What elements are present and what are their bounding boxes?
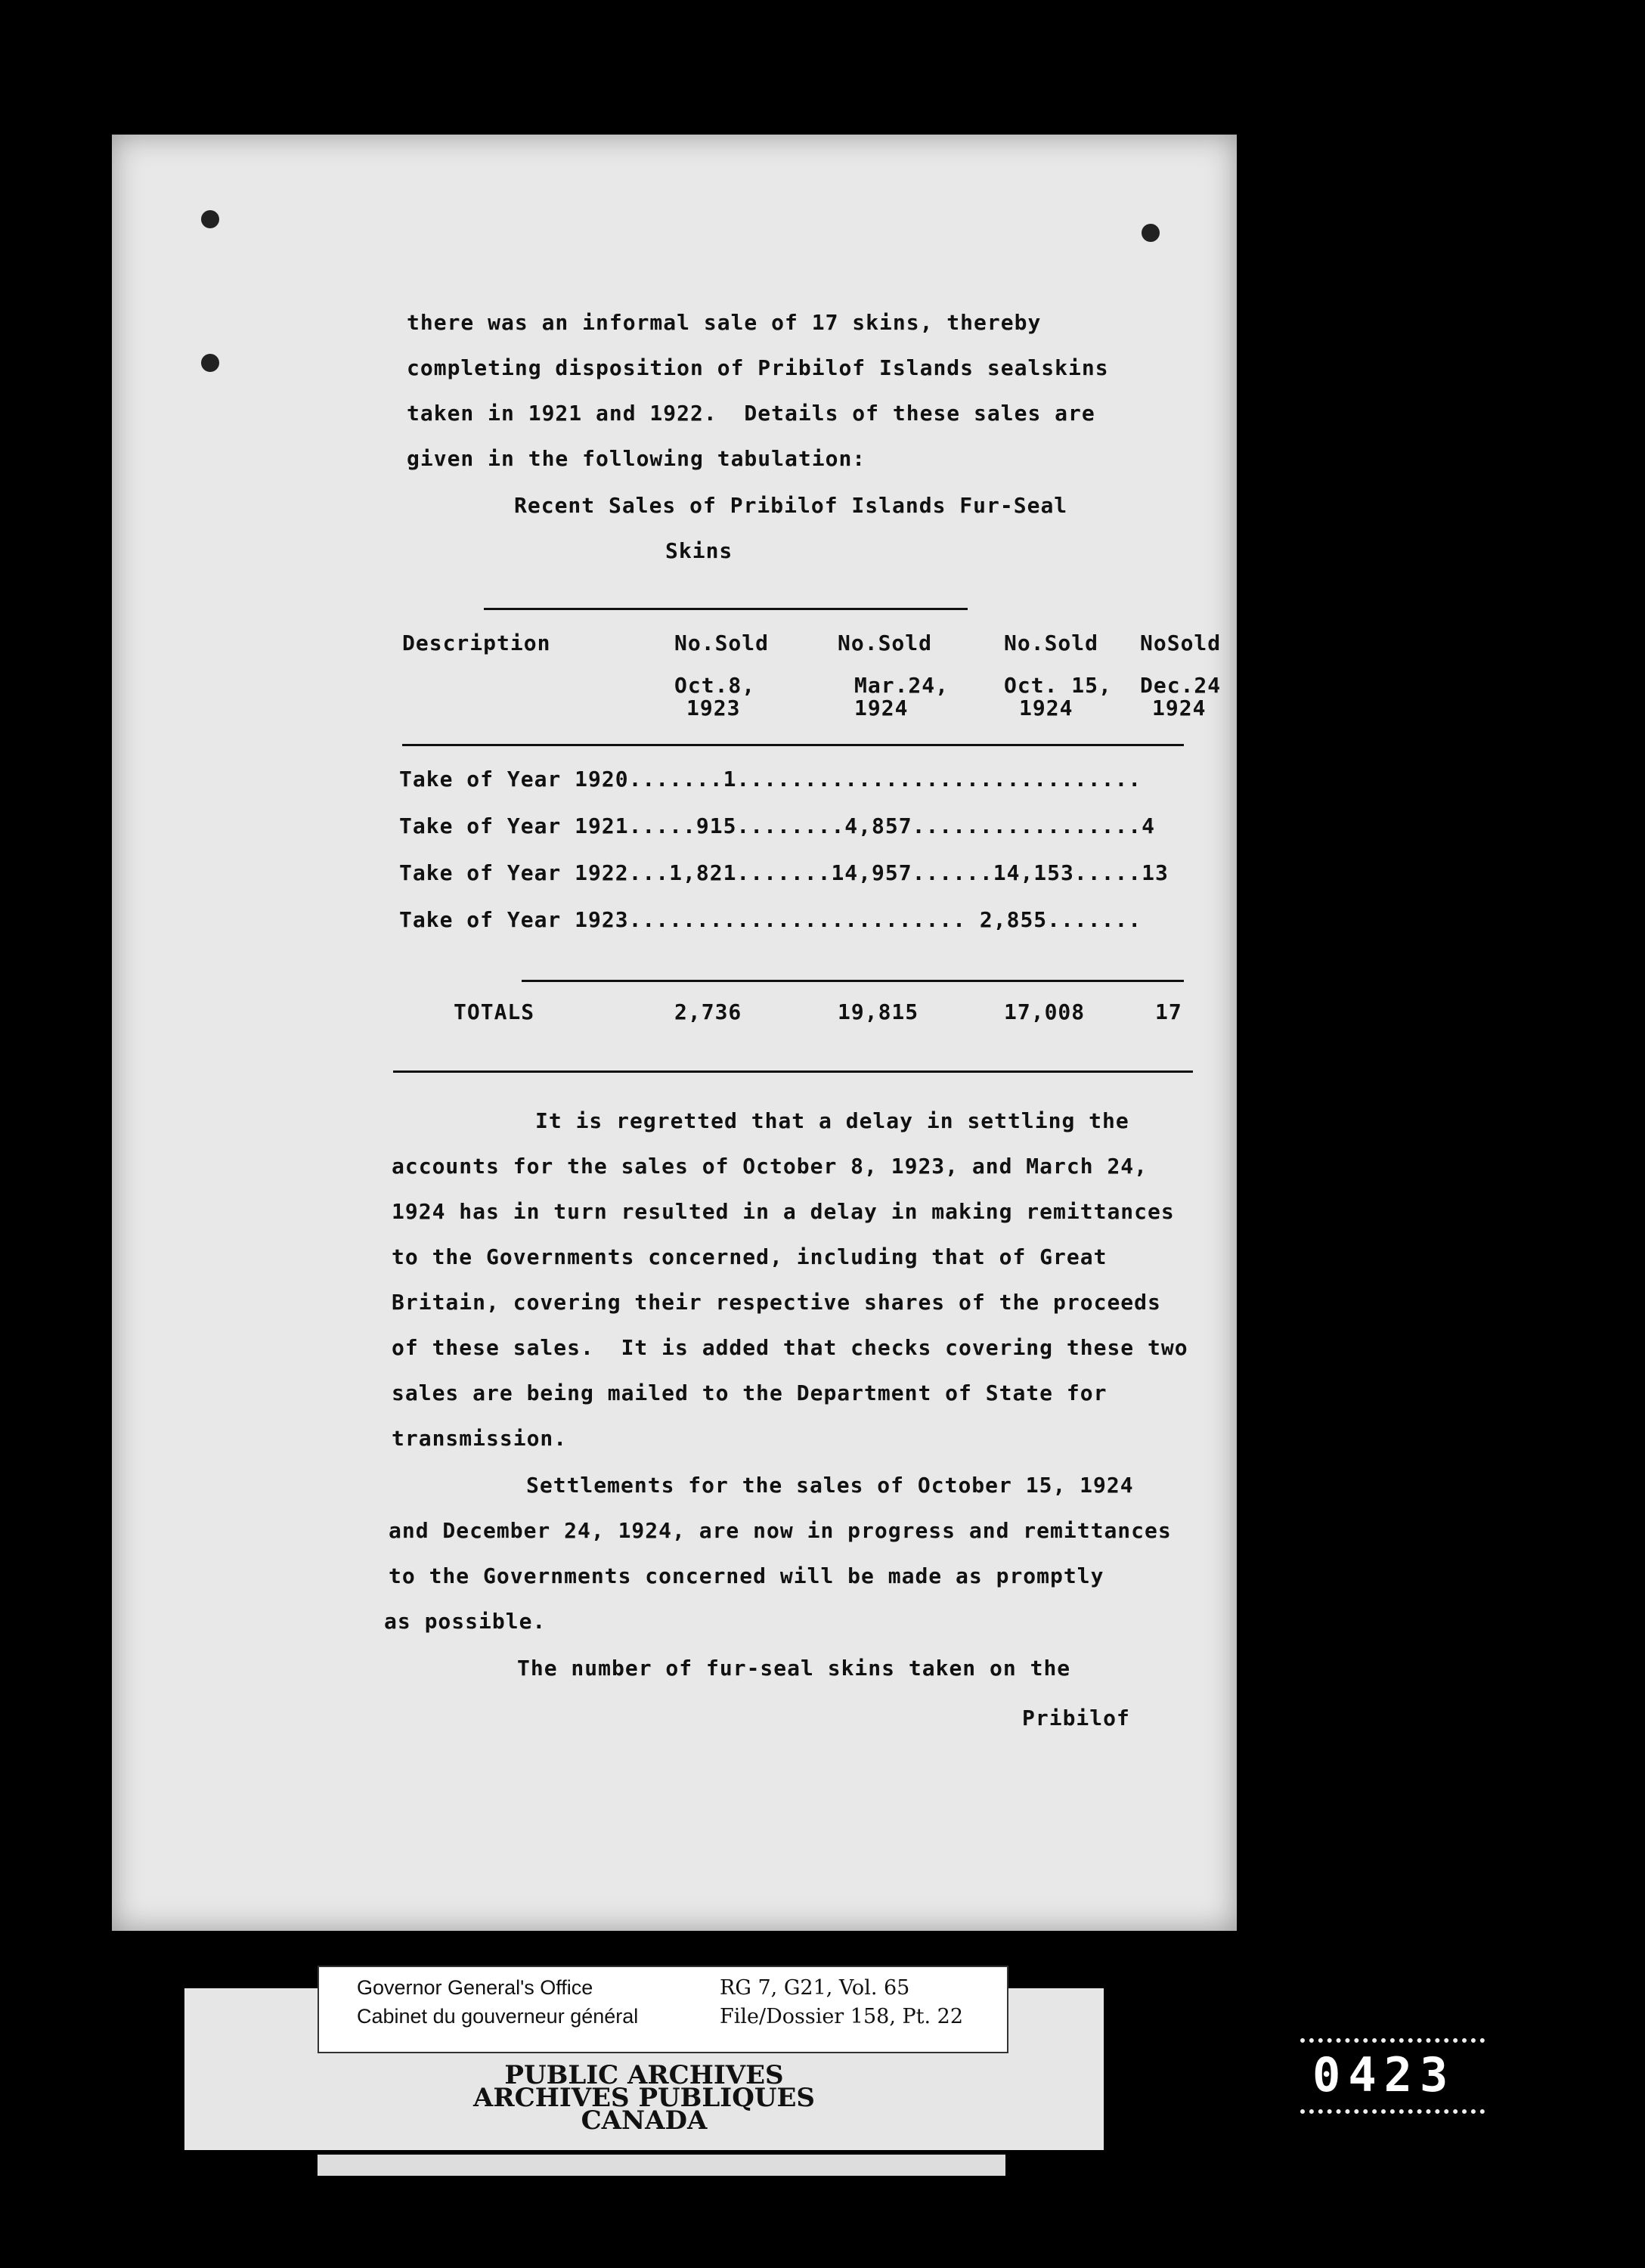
totals-label: TOTALS	[454, 999, 535, 1024]
table-top-rule	[484, 608, 968, 610]
office-name-fr: Cabinet du gouverneur général	[357, 2005, 639, 2028]
table-row: Take of Year 1922...1,821.......14,957......14,153.....13	[399, 860, 1169, 885]
description-header: Description	[402, 631, 551, 655]
punch-hole	[1142, 224, 1160, 242]
body-line: to the Governments concerned will be made as promptly	[389, 1563, 1104, 1588]
column-header: No.Sold	[674, 631, 770, 655]
column-date: Oct. 15,	[1004, 673, 1112, 698]
archives-name-fr: ARCHIVES PUBLIQUES	[473, 2083, 815, 2113]
intro-line: taken in 1921 and 1922. Details of these sales are	[407, 401, 1095, 426]
table-row: Take of Year 1923......................... 2,855.......	[399, 907, 1142, 932]
file-reference: File/Dossier 158, Pt. 22	[720, 2005, 964, 2028]
body-line: to the Governments concerned, including that of Great	[392, 1244, 1108, 1269]
table-bottom-rule	[393, 1070, 1193, 1073]
table-row: Take of Year 1921.....915........4,857.................4	[399, 813, 1156, 838]
total-value: 17	[1155, 999, 1182, 1024]
body-line: transmission.	[392, 1426, 568, 1451]
office-name-en: Governor General's Office	[357, 1976, 593, 1999]
label-strip	[318, 2155, 1005, 2176]
body-line: The number of fur-seal skins taken on the	[517, 1656, 1071, 1681]
intro-line: completing disposition of Pribilof Islands sealskins	[407, 355, 1109, 380]
column-date: 1924	[854, 696, 909, 720]
total-value: 17,008	[1004, 999, 1086, 1024]
column-header: No.Sold	[838, 631, 933, 655]
column-date: 1923	[686, 696, 741, 720]
body-line: sales are being mailed to the Department of State for	[392, 1380, 1108, 1405]
document-page	[112, 135, 1237, 1931]
totals-rule	[522, 980, 1184, 982]
total-value: 2,736	[674, 999, 742, 1024]
body-line: Britain, covering their respective shares of the proceeds	[392, 1290, 1161, 1315]
column-date: 1924	[1152, 696, 1207, 720]
body-line: as possible.	[384, 1609, 547, 1634]
intro-line: there was an informal sale of 17 skins, thereby	[407, 310, 1042, 335]
archives-country: CANADA	[581, 2105, 708, 2136]
column-header: NoSold	[1140, 631, 1222, 655]
punch-hole	[201, 210, 219, 228]
archives-name-en: PUBLIC ARCHIVES	[504, 2060, 784, 2090]
body-line: of these sales. It is added that checks covering these two	[392, 1335, 1188, 1360]
column-date: Dec.24	[1140, 673, 1222, 698]
punch-hole	[201, 354, 219, 372]
column-date: Mar.24,	[854, 673, 950, 698]
intro-line: given in the following tabulation:	[407, 446, 866, 471]
catchword: Pribilof	[1022, 1706, 1130, 1730]
total-value: 19,815	[838, 999, 919, 1024]
frame-counter	[1300, 2038, 1485, 2114]
archive-reference-label	[318, 1966, 1008, 2053]
body-line: Settlements for the sales of October 15, 1924	[526, 1473, 1134, 1498]
record-group-reference: RG 7, G21, Vol. 65	[720, 1976, 910, 2000]
table-title: Recent Sales of Pribilof Islands Fur-Seal	[514, 493, 1068, 518]
header-rule	[402, 744, 1184, 746]
body-line: accounts for the sales of October 8, 1923, and March 24,	[392, 1154, 1148, 1179]
table-row: Take of Year 1920.......1..............................	[399, 767, 1142, 792]
body-line: 1924 has in turn resulted in a delay in making remittances	[392, 1199, 1175, 1224]
column-date: Oct.8,	[674, 673, 756, 698]
frame-number: 0423	[1312, 2047, 1456, 2102]
body-line: It is regretted that a delay in settling the	[535, 1108, 1129, 1133]
table-title-continued: Skins	[665, 538, 733, 563]
column-header: No.Sold	[1004, 631, 1099, 655]
column-date: 1924	[1019, 696, 1073, 720]
body-line: and December 24, 1924, are now in progress and remittances	[389, 1518, 1172, 1543]
